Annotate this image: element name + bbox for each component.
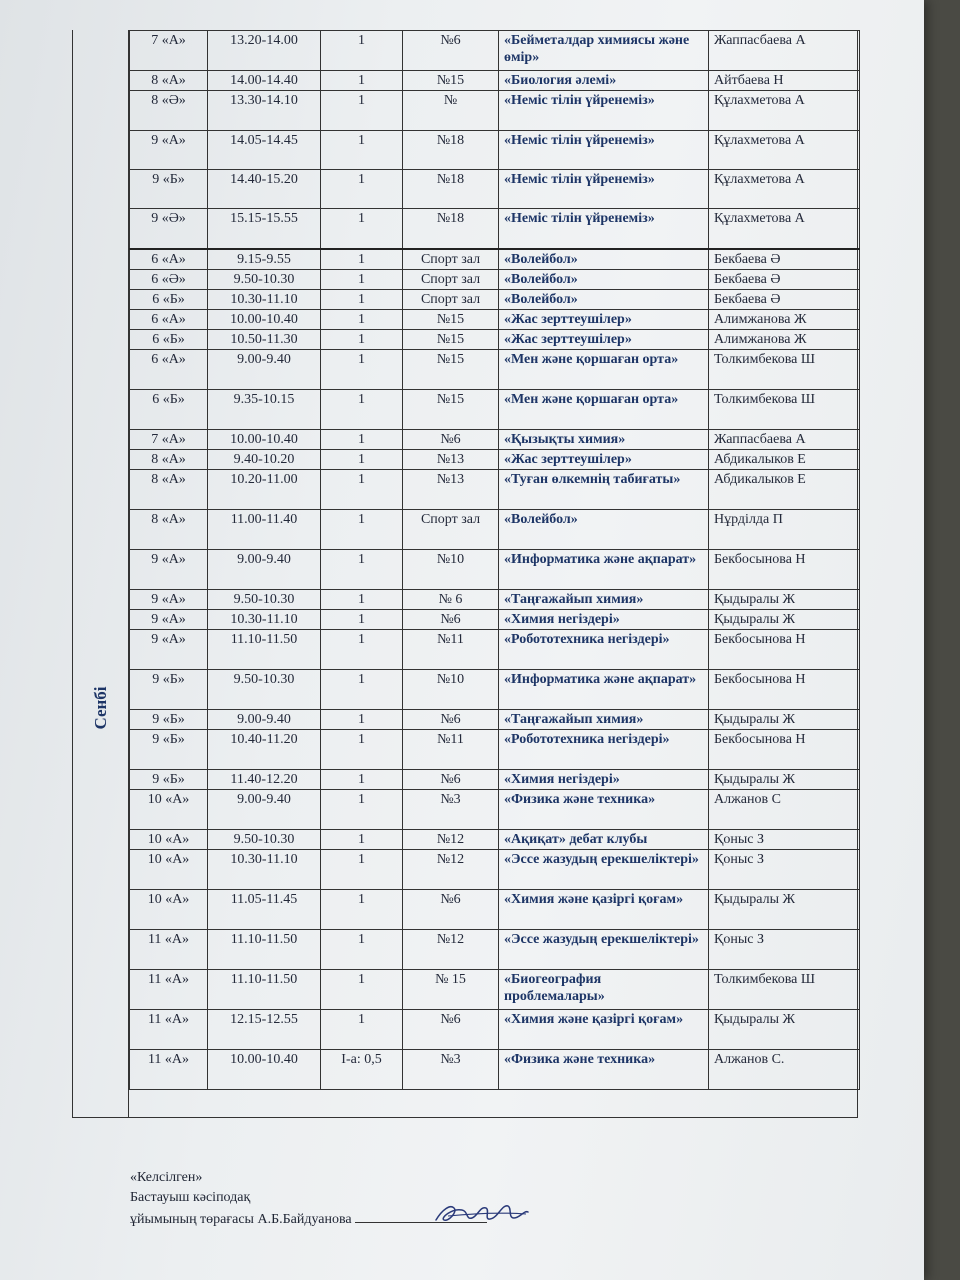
table-row xyxy=(130,269,860,289)
row-time: 13.20-14.00 xyxy=(208,31,321,71)
row-time: 12.15-12.55 xyxy=(208,1009,321,1049)
approval-heading: «Келсілген» xyxy=(130,1170,203,1185)
row-room: Спорт зал xyxy=(403,289,499,309)
row-title: «Химия негіздері» xyxy=(499,769,709,789)
table-row xyxy=(130,709,860,729)
row-teacher: Алжанов С xyxy=(709,789,860,829)
row-room: Спорт зал xyxy=(403,269,499,289)
row-hours: 1 xyxy=(321,329,403,349)
row-class: 9 «Б» xyxy=(130,729,208,769)
row-teacher: Бекбосынова Н xyxy=(709,629,860,669)
row-class: 8 «А» xyxy=(130,71,208,91)
table-row xyxy=(130,509,860,549)
row-teacher: Құлахметова А xyxy=(709,209,860,249)
handwritten-signature xyxy=(428,1196,538,1232)
table-row xyxy=(130,329,860,349)
row-time: 10.00-10.40 xyxy=(208,429,321,449)
row-room: №6 xyxy=(403,1009,499,1049)
table-row xyxy=(130,289,860,309)
table-row xyxy=(130,429,860,449)
row-time: 9.00-9.40 xyxy=(208,549,321,589)
row-room: №6 xyxy=(403,609,499,629)
row-time: 14.40-15.20 xyxy=(208,170,321,209)
row-hours: 1 xyxy=(321,289,403,309)
row-hours: 1 xyxy=(321,629,403,669)
row-hours: 1 xyxy=(321,349,403,389)
row-title: «Таңғажайып химия» xyxy=(499,589,709,609)
row-time: 14.00-14.40 xyxy=(208,71,321,91)
row-room: №15 xyxy=(403,349,499,389)
table-row xyxy=(130,31,860,71)
row-room: № 15 xyxy=(403,969,499,1009)
row-teacher: Қоныс З xyxy=(709,849,860,889)
row-time: 9.35-10.15 xyxy=(208,389,321,429)
table-row xyxy=(130,71,860,91)
row-title: «Неміс тілін үйренеміз» xyxy=(499,91,709,131)
row-class: 9 «А» xyxy=(130,589,208,609)
table-row xyxy=(130,1009,860,1049)
row-time: 9.50-10.30 xyxy=(208,589,321,609)
row-teacher: Жаппасбаева А xyxy=(709,429,860,449)
row-teacher: Бекбаева Ә xyxy=(709,249,860,270)
table-row xyxy=(130,209,860,249)
row-class: 9 «Ә» xyxy=(130,209,208,249)
row-class: 6 «А» xyxy=(130,249,208,270)
table-row xyxy=(130,729,860,769)
row-hours: 1 xyxy=(321,589,403,609)
row-hours: 1 xyxy=(321,849,403,889)
row-hours: 1 xyxy=(321,549,403,589)
row-room: №15 xyxy=(403,71,499,91)
row-title: «Волейбол» xyxy=(499,509,709,549)
row-class: 10 «А» xyxy=(130,849,208,889)
row-teacher: Бекбаева Ә xyxy=(709,269,860,289)
table-row xyxy=(130,889,860,929)
table-row xyxy=(130,609,860,629)
row-class: 6 «Ә» xyxy=(130,269,208,289)
row-time: 10.30-11.10 xyxy=(208,609,321,629)
row-hours: 1 xyxy=(321,469,403,509)
row-hours: 1 xyxy=(321,769,403,789)
row-class: 8 «Ә» xyxy=(130,91,208,131)
row-class: 6 «Б» xyxy=(130,289,208,309)
row-class: 7 «А» xyxy=(130,31,208,71)
row-class: 11 «А» xyxy=(130,1009,208,1049)
row-time: 10.00-10.40 xyxy=(208,1049,321,1089)
row-teacher: Қыдыралы Ж xyxy=(709,709,860,729)
schedule-table xyxy=(129,30,860,1090)
row-hours: 1 xyxy=(321,669,403,709)
table-row xyxy=(130,829,860,849)
table-row xyxy=(130,91,860,131)
table-row xyxy=(130,1049,860,1089)
row-class: 11 «А» xyxy=(130,929,208,969)
row-class: 8 «А» xyxy=(130,449,208,469)
row-time: 11.40-12.20 xyxy=(208,769,321,789)
row-teacher: Толкимбекова Ш xyxy=(709,969,860,1009)
row-teacher: Алжанов С. xyxy=(709,1049,860,1089)
day-column xyxy=(73,30,129,1117)
row-class: 11 «А» xyxy=(130,1049,208,1089)
table-row xyxy=(130,549,860,589)
row-room: №18 xyxy=(403,170,499,209)
table-row xyxy=(130,469,860,509)
table-row xyxy=(130,349,860,389)
row-class: 9 «А» xyxy=(130,549,208,589)
row-time: 10.00-10.40 xyxy=(208,309,321,329)
row-title: «Мен және қоршаған орта» xyxy=(499,349,709,389)
table-row xyxy=(130,309,860,329)
row-hours: 1 xyxy=(321,789,403,829)
row-hours: 1 xyxy=(321,209,403,249)
row-time: 11.10-11.50 xyxy=(208,929,321,969)
row-title: «Физика және техника» xyxy=(499,1049,709,1089)
row-hours: 1 xyxy=(321,829,403,849)
row-time: 13.30-14.10 xyxy=(208,91,321,131)
row-time: 9.00-9.40 xyxy=(208,709,321,729)
row-hours: 1 xyxy=(321,449,403,469)
row-teacher: Бекбаева Ә xyxy=(709,289,860,309)
row-room: №15 xyxy=(403,389,499,429)
row-room: Спорт зал xyxy=(403,249,499,270)
row-time: 11.10-11.50 xyxy=(208,969,321,1009)
row-teacher: Алимжанова Ж xyxy=(709,309,860,329)
row-room: №3 xyxy=(403,789,499,829)
table-row xyxy=(130,389,860,429)
table-row xyxy=(130,849,860,889)
row-teacher: Бекбосынова Н xyxy=(709,669,860,709)
row-hours: 1 xyxy=(321,131,403,170)
row-teacher: Абдикалыков Е xyxy=(709,449,860,469)
row-hours: 1 xyxy=(321,249,403,270)
row-title: «Информатика және ақпарат» xyxy=(499,669,709,709)
day-label: Сенбі xyxy=(91,686,110,730)
row-room: №6 xyxy=(403,709,499,729)
row-teacher: Құлахметова А xyxy=(709,131,860,170)
row-class: 9 «А» xyxy=(130,629,208,669)
row-room: №12 xyxy=(403,829,499,849)
row-room: №15 xyxy=(403,309,499,329)
approval-org: Бастауыш кәсіподақ xyxy=(130,1190,251,1205)
row-title: «Ақиқат» дебат клубы xyxy=(499,829,709,849)
row-room: №13 xyxy=(403,449,499,469)
row-room: №12 xyxy=(403,929,499,969)
row-class: 10 «А» xyxy=(130,789,208,829)
table-row xyxy=(130,170,860,209)
row-title: «Жас зерттеушілер» xyxy=(499,329,709,349)
row-room: №15 xyxy=(403,329,499,349)
row-class: 9 «Б» xyxy=(130,170,208,209)
row-teacher: Қоныс З xyxy=(709,929,860,969)
row-class: 9 «Б» xyxy=(130,769,208,789)
row-hours: I-а: 0,5 xyxy=(321,1049,403,1089)
row-title: «Эссе жазудың ерекшеліктері» xyxy=(499,849,709,889)
row-title: «Биогеография проблемалары» xyxy=(499,969,709,1009)
row-hours: 1 xyxy=(321,31,403,71)
row-title: «Эссе жазудың ерекшеліктері» xyxy=(499,929,709,969)
row-time: 10.50-11.30 xyxy=(208,329,321,349)
row-hours: 1 xyxy=(321,889,403,929)
row-time: 11.00-11.40 xyxy=(208,509,321,549)
row-time: 10.30-11.10 xyxy=(208,849,321,889)
row-title: «Волейбол» xyxy=(499,249,709,270)
row-room: Спорт зал xyxy=(403,509,499,549)
row-room: №10 xyxy=(403,549,499,589)
row-title: «Робототехника негіздері» xyxy=(499,729,709,769)
row-room: №6 xyxy=(403,889,499,929)
row-hours: 1 xyxy=(321,269,403,289)
row-title: «Химия және қазіргі қоғам» xyxy=(499,889,709,929)
row-teacher: Қыдыралы Ж xyxy=(709,769,860,789)
row-room: №6 xyxy=(403,31,499,71)
row-teacher: Қыдыралы Ж xyxy=(709,1009,860,1049)
row-title: «Неміс тілін үйренеміз» xyxy=(499,209,709,249)
row-room: №13 xyxy=(403,469,499,509)
schedule-sheet xyxy=(72,30,858,1118)
row-title: «Химия негіздері» xyxy=(499,609,709,629)
row-title: «Қызықты химия» xyxy=(499,429,709,449)
row-class: 8 «А» xyxy=(130,509,208,549)
row-hours: 1 xyxy=(321,509,403,549)
row-title: «Туған өлкемнің табиғаты» xyxy=(499,469,709,509)
row-teacher: Алимжанова Ж xyxy=(709,329,860,349)
row-title: «Жас зерттеушілер» xyxy=(499,309,709,329)
row-room: №11 xyxy=(403,729,499,769)
row-title: «Биология әлемі» xyxy=(499,71,709,91)
row-hours: 1 xyxy=(321,1009,403,1049)
row-hours: 1 xyxy=(321,429,403,449)
row-time: 10.40-11.20 xyxy=(208,729,321,769)
table-row xyxy=(130,131,860,170)
row-time: 9.40-10.20 xyxy=(208,449,321,469)
row-title: «Химия және қазіргі қоғам» xyxy=(499,1009,709,1049)
row-hours: 1 xyxy=(321,91,403,131)
row-hours: 1 xyxy=(321,929,403,969)
row-hours: 1 xyxy=(321,71,403,91)
row-title: «Волейбол» xyxy=(499,289,709,309)
row-time: 14.05-14.45 xyxy=(208,131,321,170)
row-title: «Робототехника негіздері» xyxy=(499,629,709,669)
row-hours: 1 xyxy=(321,309,403,329)
row-time: 9.50-10.30 xyxy=(208,669,321,709)
row-class: 6 «А» xyxy=(130,309,208,329)
row-room: №12 xyxy=(403,849,499,889)
table-row xyxy=(130,769,860,789)
row-teacher: Қоныс З xyxy=(709,829,860,849)
table-row xyxy=(130,789,860,829)
row-teacher: Айтбаева Н xyxy=(709,71,860,91)
row-title: «Неміс тілін үйренеміз» xyxy=(499,131,709,170)
row-class: 9 «А» xyxy=(130,131,208,170)
row-teacher: Қыдыралы Ж xyxy=(709,889,860,929)
row-title: «Информатика және ақпарат» xyxy=(499,549,709,589)
row-time: 11.05-11.45 xyxy=(208,889,321,929)
row-class: 10 «А» xyxy=(130,889,208,929)
approval-signer-text: ұйымының төрағасы А.Б.Байдуанова xyxy=(130,1212,352,1227)
row-time: 9.50-10.30 xyxy=(208,829,321,849)
row-room: №18 xyxy=(403,131,499,170)
row-class: 11 «А» xyxy=(130,969,208,1009)
row-teacher: Құлахметова А xyxy=(709,91,860,131)
row-room: №6 xyxy=(403,769,499,789)
row-hours: 1 xyxy=(321,729,403,769)
row-class: 9 «Б» xyxy=(130,709,208,729)
row-hours: 1 xyxy=(321,709,403,729)
table-row xyxy=(130,589,860,609)
row-room: №18 xyxy=(403,209,499,249)
row-teacher: Жаппасбаева А xyxy=(709,31,860,71)
row-title: «Мен және қоршаған орта» xyxy=(499,389,709,429)
row-time: 15.15-15.55 xyxy=(208,209,321,249)
row-title: «Таңғажайып химия» xyxy=(499,709,709,729)
row-title: «Жас зерттеушілер» xyxy=(499,449,709,469)
row-room: №6 xyxy=(403,429,499,449)
row-time: 9.15-9.55 xyxy=(208,249,321,270)
row-teacher: Толкимбекова Ш xyxy=(709,349,860,389)
row-time: 9.50-10.30 xyxy=(208,269,321,289)
row-hours: 1 xyxy=(321,389,403,429)
row-class: 10 «А» xyxy=(130,829,208,849)
row-room: №11 xyxy=(403,629,499,669)
row-title: «Бейметалдар химиясы және өмір» xyxy=(499,31,709,71)
row-time: 9.00-9.40 xyxy=(208,349,321,389)
row-time: 11.10-11.50 xyxy=(208,629,321,669)
row-room: №3 xyxy=(403,1049,499,1089)
row-class: 8 «А» xyxy=(130,469,208,509)
row-room: № 6 xyxy=(403,589,499,609)
row-class: 9 «Б» xyxy=(130,669,208,709)
row-time: 9.00-9.40 xyxy=(208,789,321,829)
row-title: «Физика және техника» xyxy=(499,789,709,829)
row-teacher: Қыдыралы Ж xyxy=(709,589,860,609)
row-class: 7 «А» xyxy=(130,429,208,449)
row-teacher: Қыдыралы Ж xyxy=(709,609,860,629)
row-teacher: Толкимбекова Ш xyxy=(709,389,860,429)
row-hours: 1 xyxy=(321,170,403,209)
row-title: «Неміс тілін үйренеміз» xyxy=(499,170,709,209)
row-teacher: Бекбосынова Н xyxy=(709,549,860,589)
row-class: 9 «А» xyxy=(130,609,208,629)
row-time: 10.20-11.00 xyxy=(208,469,321,509)
table-row xyxy=(130,629,860,669)
row-teacher: Бекбосынова Н xyxy=(709,729,860,769)
row-hours: 1 xyxy=(321,969,403,1009)
table-row xyxy=(130,249,860,270)
row-time: 10.30-11.10 xyxy=(208,289,321,309)
table-row xyxy=(130,929,860,969)
row-teacher: Абдикалыков Е xyxy=(709,469,860,509)
row-room: №10 xyxy=(403,669,499,709)
table-row xyxy=(130,669,860,709)
row-class: 6 «Б» xyxy=(130,329,208,349)
row-class: 6 «Б» xyxy=(130,389,208,429)
row-room: № xyxy=(403,91,499,131)
row-hours: 1 xyxy=(321,609,403,629)
row-teacher: Нұрділда П xyxy=(709,509,860,549)
table-row xyxy=(130,969,860,1009)
row-teacher: Құлахметова А xyxy=(709,170,860,209)
table-row xyxy=(130,449,860,469)
row-class: 6 «А» xyxy=(130,349,208,389)
row-title: «Волейбол» xyxy=(499,269,709,289)
